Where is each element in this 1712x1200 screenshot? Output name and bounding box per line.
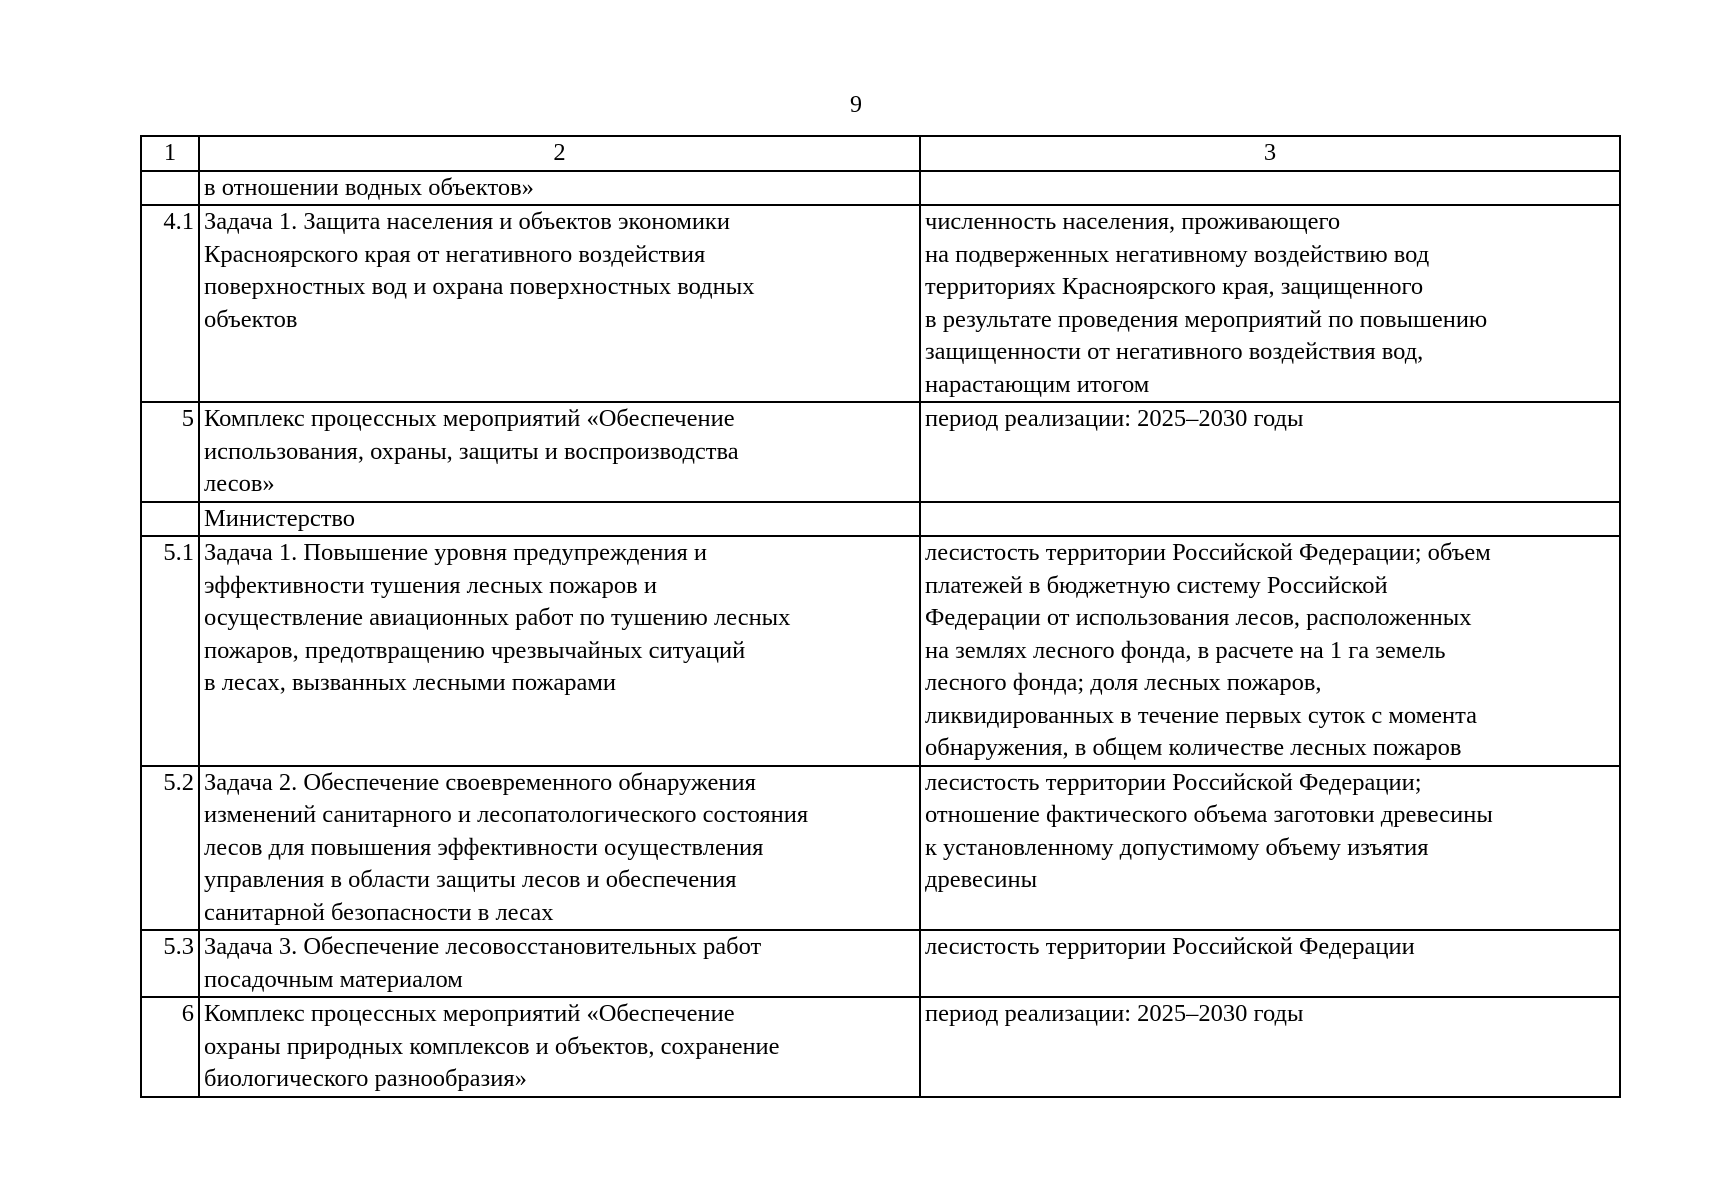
column-header-1: 1 [141, 136, 199, 171]
task-text-line: посадочным материалом [204, 965, 463, 993]
row-number: 5.3 [141, 930, 199, 997]
task-text-line: Задача 2. Обеспечение своевременного обнаружения [204, 768, 756, 796]
task-text-line: Комплекс процессных мероприятий «Обеспечение [204, 405, 735, 432]
row-number: 5 [141, 402, 199, 502]
indicator-text-line: территориях Красноярского края, защищенного [925, 273, 1424, 300]
task-cell [199, 402, 920, 502]
indicator-cell [920, 997, 1620, 1097]
indicator-text-line: численность населения, проживающего [925, 208, 1341, 235]
indicator-cell [920, 171, 1620, 206]
indicator-text-line: лесистость территории Российской Федерации; [925, 768, 1422, 796]
table-row [141, 536, 1620, 766]
indicator-text-line: лесного фонда; доля лесных пожаров, [925, 669, 1322, 696]
task-cell [199, 205, 920, 402]
indicator-text-line: защищенности от негативного воздействия вод, [925, 338, 1424, 365]
task-text-line: в лесах, вызванных лесными пожарами [204, 669, 617, 696]
task-text-line: Министерство [204, 504, 356, 532]
page-number: 9 [850, 92, 862, 118]
indicator-text-line: платежей в бюджетную систему Российской [925, 571, 1388, 599]
indicator-cell [920, 930, 1620, 997]
indicator-cell [920, 205, 1620, 402]
indicator-text-line: ликвидированных в течение первых суток с момента [925, 701, 1478, 729]
task-text-line: Задача 3. Обеспечение лесовосстановительных работ [204, 933, 762, 960]
indicator-text-line: лесистость территории Российской Федерации; объем [925, 539, 1491, 566]
table-header-row [141, 136, 1620, 171]
table-row [141, 402, 1620, 502]
task-cell [199, 766, 920, 931]
indicator-text-line: Федерации от использования лесов, расположенных [925, 604, 1472, 631]
task-text-line: Красноярского края от негативного воздействия [204, 240, 706, 268]
indicator-text-line: лесистость территории Российской Федерации [925, 933, 1415, 960]
task-text-line: использования, охраны, защиты и воспроизводства [204, 437, 739, 465]
indicator-cell [920, 502, 1620, 537]
indicator-text-line: отношение фактического объема заготовки древесины [925, 801, 1493, 828]
row-number [141, 171, 199, 206]
task-text-line: охраны природных комплексов и объектов, сохранение [204, 1032, 780, 1060]
task-text-line: санитарной безопасности в лесах [204, 898, 554, 926]
table-row [141, 205, 1620, 402]
task-cell [199, 536, 920, 766]
task-text-line: поверхностных вод и охрана поверхностных водных [204, 273, 755, 300]
task-text-line: пожаров, предотвращению чрезвычайных ситуаций [204, 636, 746, 664]
task-text-line: Задача 1. Повышение уровня предупреждения и [204, 539, 707, 566]
indicator-cell [920, 536, 1620, 766]
indicator-cell [920, 402, 1620, 502]
task-text-line: лесов для повышения эффективности осуществления [204, 833, 764, 861]
indicator-text-line: древесины [925, 866, 1038, 893]
table-row [141, 930, 1620, 997]
indicator-text-line: период реализации: 2025–2030 годы [925, 1000, 1304, 1027]
task-text-line: в отношении водных объектов» [204, 173, 534, 201]
task-text-line: Задача 1. Защита населения и объектов экономики [204, 208, 730, 235]
task-text-line: Комплекс процессных мероприятий «Обеспечение [204, 1000, 735, 1027]
row-number [141, 502, 199, 537]
document-table [140, 135, 1621, 1098]
indicator-text-line: на землях лесного фонда, в расчете на 1 га земель [925, 636, 1446, 664]
row-number: 4.1 [141, 205, 199, 402]
table-row [141, 997, 1620, 1097]
task-cell [199, 502, 920, 537]
row-number: 5.1 [141, 536, 199, 766]
indicator-text-line: период реализации: 2025–2030 годы [925, 405, 1304, 432]
task-text-line: изменений санитарного и лесопатологического состояния [204, 801, 809, 828]
indicator-text-line: обнаружения, в общем количестве лесных пожаров [925, 734, 1462, 761]
row-number: 6 [141, 997, 199, 1097]
row-number: 5.2 [141, 766, 199, 931]
table-row [141, 766, 1620, 931]
task-text-line: объектов [204, 305, 298, 333]
table-row [141, 171, 1620, 206]
task-cell [199, 171, 920, 206]
indicator-text-line: в результате проведения мероприятий по повышению [925, 305, 1488, 333]
column-header-3: 3 [920, 136, 1620, 171]
task-text-line: управления в области защиты лесов и обеспечения [204, 866, 737, 893]
indicator-cell [920, 766, 1620, 931]
indicator-text-line: нарастающим итогом [925, 370, 1150, 398]
table-row [141, 502, 1620, 537]
indicator-text-line: к установленному допустимому объему изъятия [925, 833, 1429, 861]
task-text-line: осуществление авиационных работ по тушению лесных [204, 604, 791, 631]
task-text-line: лесов» [204, 470, 275, 497]
task-cell [199, 930, 920, 997]
column-header-2: 2 [199, 136, 920, 171]
indicator-text-line: на подверженных негативному воздействию вод [925, 240, 1430, 268]
task-cell [199, 997, 920, 1097]
task-text-line: биологического разнообразия» [204, 1065, 527, 1092]
task-text-line: эффективности тушения лесных пожаров и [204, 571, 657, 599]
